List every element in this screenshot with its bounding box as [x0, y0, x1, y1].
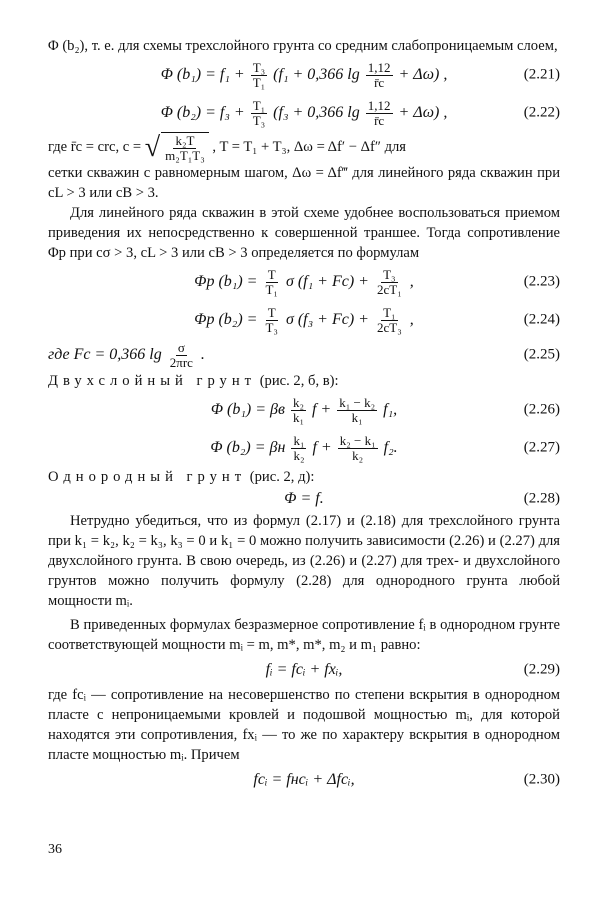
- equation-number: (2.27): [523, 439, 560, 456]
- eq-2-22-lhs: Φ (b₂) = f₃ +: [160, 103, 249, 121]
- equation-2-25: где Fc = 0,366 lg $\frac{\sigma}{\text{2πrc}}$ . (2.25): [48, 339, 560, 370]
- equation-2-23: Φp (b₁) = $\frac{T}{\text{T₁}}$ σ (f₁ + Fc) + $\frac{\text{T₃}}{\text{2cT₁}}$ , (2.23): [194, 266, 560, 297]
- equation-number: (2.24): [523, 311, 560, 328]
- eq-2-22-mid: (f₃ + 0,366 lg: [273, 103, 364, 121]
- eq-2-21-mid: (f₁ + 0,366 lg: [273, 65, 364, 83]
- equation-2-26: Φ (b₁) = βв $\frac{\text{k₂}}{\text{k₁}}$ f + $\frac{\text{k₁ − k₂}}{\text{k₁}}$ f₁, (2.26): [210, 394, 560, 425]
- equation-2-30: fcᵢ = fнcᵢ + Δfcᵢ, (2.30): [253, 771, 560, 788]
- eq-2-22-frac1: $\frac{\text{T₁}}{\text{T₃}}$: [252, 97, 266, 128]
- section-two-layer: Двухслойный грунт (рис. 2, б, в):: [48, 373, 339, 389]
- equation-number: (2.30): [523, 771, 560, 788]
- eq-2-23-frac2: $\frac{\text{T₃}}{\text{2cT₁}}$: [376, 266, 402, 297]
- page-number: 36: [48, 842, 62, 857]
- equation-number: (2.22): [523, 104, 560, 121]
- check-paragraph: Нетрудно убедиться, что из формул (2.17) и (2.18) для трехслойного грунта при k₁ = k₂, k₂ = k₃, k₃ = 0 и k₁ = 0 можно получить зависимости (2.26) и (2.27) для двухслойного грунта. В свою очередь, из (2.26) и (2.27) для трех- и двухслойного грунтов можно получить формулу (2.28) для однородного грунта любой мощности mᵢ.: [48, 513, 560, 609]
- eq-2-24-frac2: $\frac{\text{T₁}}{\text{2cT₃}}$: [376, 304, 402, 335]
- equation-2-24: Φp (b₂) = $\frac{T}{\text{T₃}}$ σ (f₃ + Fc) + $\frac{\text{T₁}}{\text{2cT₃}}$ , (2.24): [194, 304, 560, 335]
- intro-paragraph: Φ (b₂), т. е. для схемы трехслойного грунта со средним слабопроницаемым слоем,: [48, 38, 558, 54]
- equation-number: (2.25): [523, 346, 560, 363]
- eq-2-22-tail: + Δω) ,: [398, 103, 448, 121]
- eq-2-25-frac: $\frac{\sigma}{\text{2πrc}}$: [169, 339, 193, 370]
- equation-2-22: [48, 94, 560, 132]
- eq-2-21-frac1: $\frac{\text{T₃}}{\text{T₁}}$: [252, 59, 266, 90]
- equation-2-21: [48, 56, 560, 94]
- page-content: [48, 36, 560, 795]
- eq-2-22-frac2: $\frac{1,12}{r̄c}$: [367, 97, 391, 128]
- equation-2-28: Φ = f. (2.28): [284, 490, 560, 507]
- eq-2-21-frac2: $\frac{1,12}{r̄c}$: [367, 59, 391, 90]
- eq-2-21-lhs: Φ (b₁) = f₁ +: [160, 65, 249, 83]
- eq-2-21-tail: + Δω) ,: [398, 65, 448, 83]
- equation-number: (2.21): [523, 66, 560, 83]
- equation-number: (2.29): [523, 661, 560, 678]
- where-definitions: где r̄c = crc, c = √ $\frac{\text{k₂T}}{\text{m₂T₁T₃}}$ , T = T₁ + T₃, Δω = Δf′ − Δf″ для сетки скважин с равномерным шагом, Δω = Δf‴ для линейного ряда скважин при cL > 3 или cB > 3.: [48, 131, 560, 201]
- equation-number: (2.26): [523, 401, 560, 418]
- linear-row-paragraph: Для линейного ряда скважин в этой схеме удобнее воспользоваться приемом приведения их непосредственно к совершенной траншее. Тогда сопротивление Φp при cσ > 3, cL > 3 или cB > 3 определяется по формулам: [48, 205, 560, 261]
- sqrt-expression: √ $\frac{\text{k₂T}}{\text{m₂T₁T₃}}$: [145, 132, 209, 163]
- equation-2-29: fᵢ = fcᵢ + fxᵢ, (2.29): [265, 661, 560, 678]
- where-paragraph: где fcᵢ — сопротивление на несовершенство по степени вскрытия в однородном пласте с непроницаемыми кровлей и подошвой мощностью mᵢ, для которой находятся эти сопротивления, fxᵢ — то же по характеру вскрытия в однородном пласте мощностью mᵢ. Причем: [48, 687, 560, 763]
- section-homogeneous: Однородный грунт (рис. 2, д):: [48, 469, 315, 485]
- eq-2-24-frac1: $\frac{T}{\text{T₃}}$: [265, 304, 278, 335]
- equation-number: (2.28): [523, 490, 560, 507]
- given-paragraph: В приведенных формулах безразмерное сопротивление fᵢ в однородном грунте соответствующей мощности mᵢ = m, m*, m*, m₂ и m₁ равно:: [48, 617, 560, 653]
- equation-2-27: Φ (b₂) = βн $\frac{\text{k₁}}{\text{k₂}}$ f + $\frac{\text{k₂ − k₁}}{\text{k₂}}$ f₂. (2.27): [210, 432, 560, 463]
- eq-2-23-frac1: $\frac{T}{\text{T₁}}$: [265, 266, 278, 297]
- equation-number: (2.23): [523, 273, 560, 290]
